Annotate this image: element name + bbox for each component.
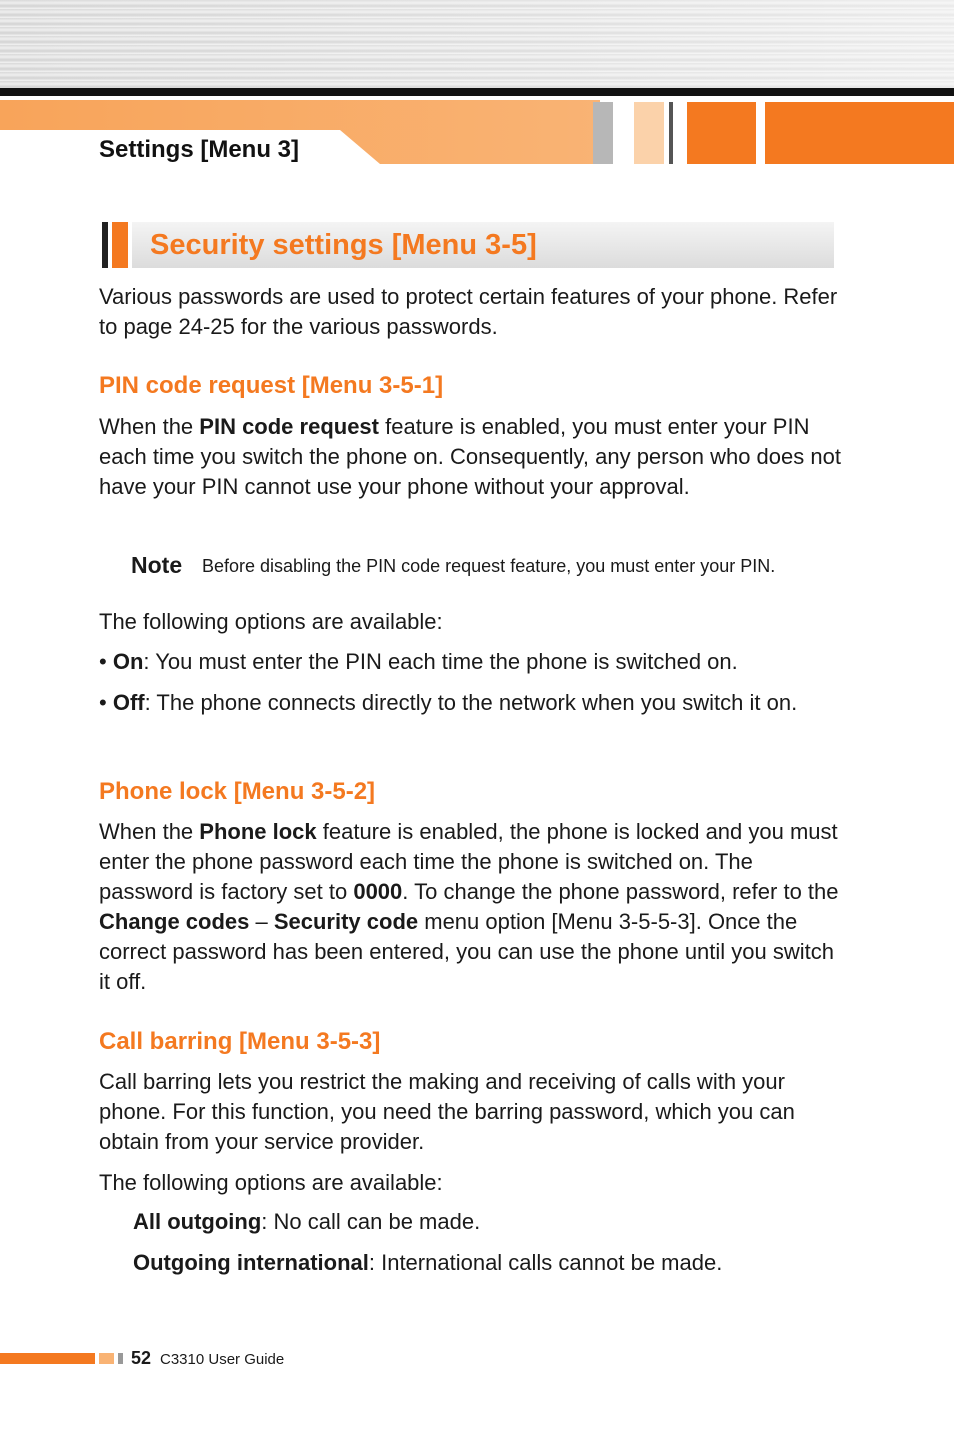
note-label: Note: [131, 552, 183, 578]
pl-mid-2: . To change the phone password, refer to the: [402, 879, 839, 904]
header-block-orange-1: [687, 102, 756, 164]
footer-gray-block: [118, 1353, 123, 1364]
footer-peach-block: [99, 1353, 114, 1364]
header-block-orange-2: [765, 102, 954, 164]
option-label: On: [112, 649, 144, 674]
guide-title: C3310 User Guide: [160, 1351, 285, 1368]
bullet-marker: •: [99, 649, 113, 674]
call-barring-paragraph: Call barring lets you restrict the making and receiving of calls with your phone. For this function, you need the barring password, which you can obtain from your service provider.: [99, 1069, 795, 1154]
pin-p-bold: PIN code request: [199, 414, 379, 439]
pin-options-intro: The following options are available:: [99, 609, 443, 634]
list-item: [133, 1248, 722, 1278]
header-block-gray: [593, 102, 613, 164]
pl-bold-3: Change codes: [99, 909, 250, 934]
option-text: : International calls cannot be made.: [368, 1250, 723, 1275]
note-text: Before disabling the PIN code request feature, you must enter your PIN.: [202, 556, 776, 576]
option-label: Outgoing international: [133, 1250, 369, 1275]
list-item: [99, 647, 844, 677]
option-label: Off: [112, 690, 145, 715]
option-label: All outgoing: [133, 1209, 262, 1234]
call-barring-heading: Call barring [Menu 3-5-3]: [99, 1028, 381, 1055]
pl-prefix: When the: [99, 819, 200, 844]
option-text: : No call can be made.: [261, 1209, 481, 1234]
list-item: [99, 688, 854, 718]
heading-bar-dark: [102, 222, 108, 268]
heading-bar-orange: [112, 222, 128, 268]
option-text: : You must enter the PIN each time the phone is switched on.: [143, 649, 738, 674]
header-orange-band: [0, 100, 600, 164]
header-block-peach: [634, 102, 664, 164]
header-divider-bar: [0, 88, 954, 96]
pl-dash: –: [249, 909, 274, 934]
header-block-dark: [669, 102, 673, 164]
header-texture-fade: [0, 0, 954, 88]
phone-lock-heading: Phone lock [Menu 3-5-2]: [99, 778, 376, 805]
pl-bold-4: Security code: [273, 909, 419, 934]
pin-paragraph: [99, 412, 844, 502]
pl-suffix: menu option [Menu 3-5-5-3]. Once the correct password has been entered, you can use the phone until you switch it off.: [99, 909, 835, 994]
phone-lock-paragraph: [99, 817, 844, 997]
intro-paragraph: Various passwords are used to protect certain features of your phone. Refer to page 24-25 for the various passwords.: [99, 284, 838, 339]
pin-p-suffix: feature is enabled, you must enter your PIN each time you switch the phone on. Consequently, any person who does not have your PIN cannot use your phone without your approval.: [99, 414, 841, 499]
pin-heading: PIN code request [Menu 3-5-1]: [99, 372, 444, 399]
option-text: : The phone connects directly to the network when you switch it on.: [144, 690, 798, 715]
bullet-marker: •: [99, 690, 113, 715]
page-title: Security settings [Menu 3-5]: [150, 229, 537, 261]
page-heading-box: [102, 222, 834, 268]
footer-orange-bar: [0, 1353, 95, 1364]
call-barring-options-intro: The following options are available:: [99, 1170, 443, 1195]
list-item: [133, 1207, 480, 1237]
section-title: Settings [Menu 3]: [99, 136, 300, 163]
page-number: 52: [131, 1348, 152, 1368]
pl-mid-1: feature is enabled, the phone is locked and you must enter the phone password each time the phone is switched on. The password is factory set to: [99, 819, 838, 904]
pl-bold-2: 0000: [353, 879, 403, 904]
pin-p-prefix: When the: [99, 414, 200, 439]
pl-bold-1: Phone lock: [199, 819, 317, 844]
